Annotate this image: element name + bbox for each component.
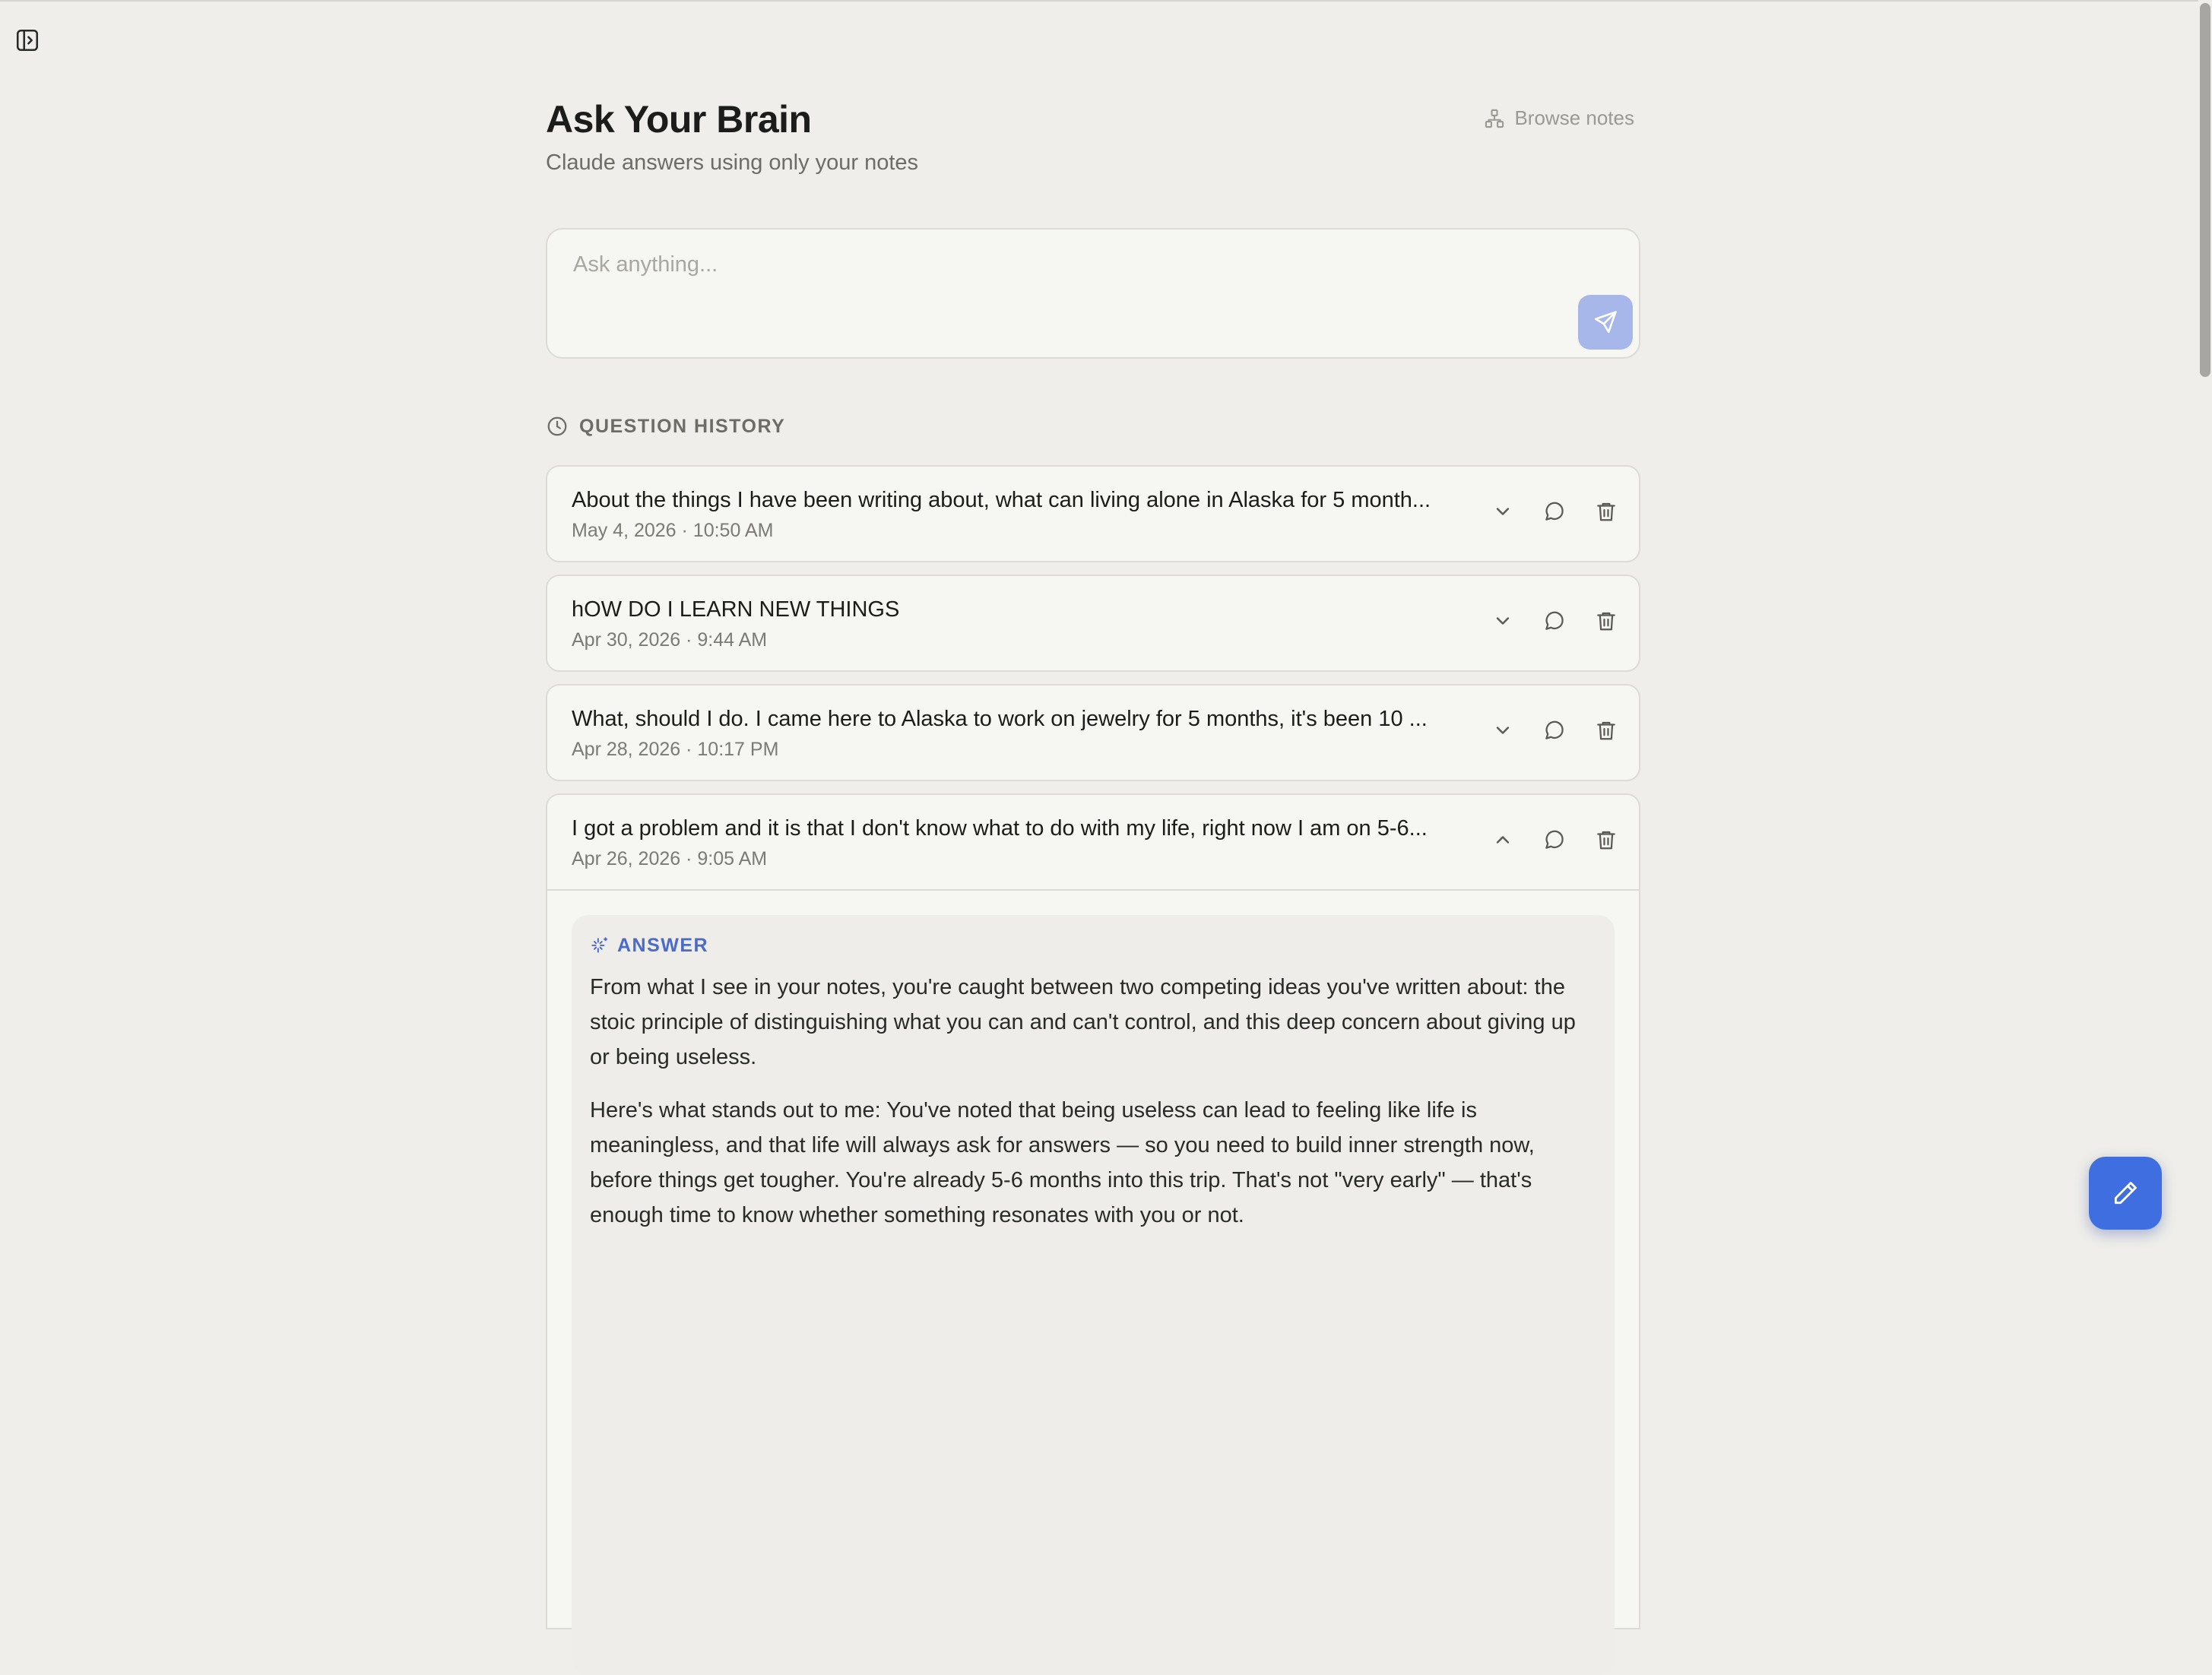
expand-button[interactable] [1487, 605, 1519, 637]
sparkles-icon [590, 936, 610, 956]
history-item[interactable] [546, 684, 1640, 781]
answer-label [590, 935, 708, 957]
chat-button[interactable] [1539, 714, 1570, 746]
answer-paragraph: From what I see in your notes, you're caught between two competing ideas you've written about: the stoic principle of distinguishing what you can and can't control, and this deep concern about giving up or being useless. [590, 975, 1576, 1069]
collapse-button[interactable] [1487, 824, 1519, 856]
history-question: I got a problem and it is that I don't know what to do with my life, right now I am on 5-6... [572, 816, 1428, 841]
pencil-icon [2111, 1179, 2140, 1208]
history-item[interactable] [546, 575, 1640, 672]
message-circle-icon [1543, 610, 1566, 632]
history-date: Apr 30, 2026 · 9:44 AM [572, 629, 768, 651]
new-note-button[interactable] [2089, 1157, 2162, 1230]
scrollbar[interactable] [2198, 0, 2212, 1258]
history-question: hOW DO I LEARN NEW THINGS [572, 597, 900, 622]
history-date: Apr 26, 2026 · 9:05 AM [572, 848, 768, 869]
message-circle-icon [1543, 719, 1566, 742]
expand-button[interactable] [1487, 714, 1519, 746]
history-date: Apr 28, 2026 · 10:17 PM [572, 739, 779, 760]
chat-button[interactable] [1539, 824, 1570, 856]
chat-button[interactable] [1539, 496, 1570, 527]
page-title: Ask Your Brain [546, 98, 812, 141]
history-header [546, 415, 785, 438]
ask-box [546, 228, 1640, 359]
expand-button[interactable] [1487, 496, 1519, 527]
delete-button[interactable] [1590, 824, 1622, 856]
history-question: What, should I do. I came here to Alaska to work on jewelry for 5 months, it's been 10 ... [572, 707, 1428, 731]
history-question: About the things I have been writing about, what can living alone in Alaska for 5 month... [572, 488, 1431, 512]
history-item-expanded[interactable] [546, 793, 1640, 1629]
answer-card [572, 915, 1615, 1675]
page-subtitle: Claude answers using only your notes [546, 150, 919, 175]
top-border [0, 0, 2212, 2]
history-item[interactable] [546, 465, 1640, 562]
history-title: QUESTION HISTORY [579, 415, 786, 437]
ask-input[interactable] [572, 251, 1575, 327]
network-icon [1484, 108, 1505, 129]
trash-icon [1595, 719, 1618, 742]
chevron-down-icon [1492, 610, 1513, 632]
item-divider [547, 889, 1639, 891]
scrollbar-thumb[interactable] [2200, 3, 2210, 377]
history-actions [1487, 714, 1622, 746]
history-actions [1487, 605, 1622, 637]
chevron-up-icon [1492, 829, 1513, 850]
delete-button[interactable] [1590, 496, 1622, 527]
answer-label-text: ANSWER [617, 935, 709, 956]
send-button[interactable] [1578, 295, 1633, 350]
send-icon [1592, 309, 1618, 335]
trash-icon [1595, 610, 1618, 632]
clock-icon [546, 415, 569, 438]
browse-notes-button[interactable] [1478, 103, 1640, 133]
message-circle-icon [1543, 500, 1566, 523]
answer-body [590, 970, 1593, 1251]
trash-icon [1595, 828, 1618, 851]
delete-button[interactable] [1590, 714, 1622, 746]
history-date: May 4, 2026 · 10:50 AM [572, 520, 774, 541]
sidebar-toggle-button[interactable] [14, 27, 41, 53]
delete-button[interactable] [1590, 605, 1622, 637]
chevron-down-icon [1492, 720, 1513, 741]
chat-button[interactable] [1539, 605, 1570, 637]
history-actions [1487, 496, 1622, 527]
trash-icon [1595, 500, 1618, 523]
history-actions [1487, 824, 1622, 856]
answer-paragraph: Here's what stands out to me: You've noted that being useless can lead to feeling like life is meaningless, and that life will always ask for answers — so you need to build inner strength now, before things get tougher. You're already 5-6 months into this trip. That's not "very early" — that's enough time to know whether something resonates with you or not. [590, 1098, 1535, 1227]
panel-toggle-icon [14, 27, 40, 53]
chevron-down-icon [1492, 501, 1513, 522]
browse-notes-label: Browse notes [1514, 106, 1634, 129]
message-circle-icon [1543, 828, 1566, 851]
